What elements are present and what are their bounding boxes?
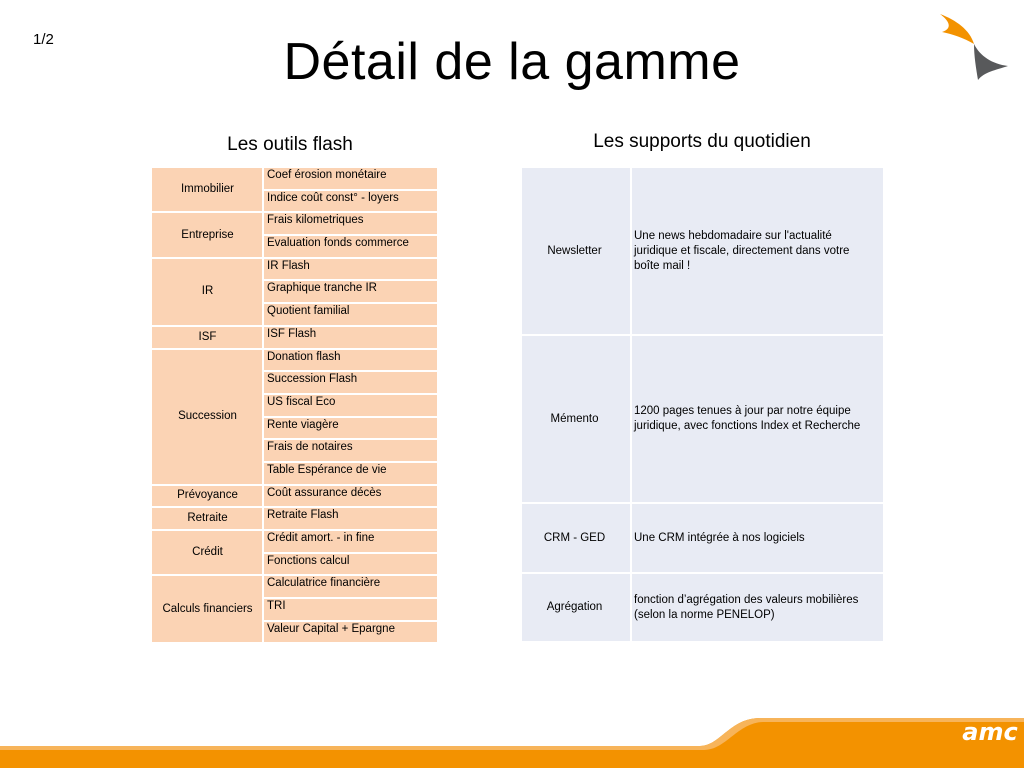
tool-cell: Calculatrice financière [263,575,438,598]
tool-cell: Table Espérance de vie [263,462,438,485]
tool-cell: Fonctions calcul [263,553,438,576]
tool-cell: Valeur Capital + Epargne [263,621,438,644]
category-cell: IR [151,258,263,326]
category-cell: ISF [151,326,263,349]
amc-logo: amc [962,718,1018,746]
table-row [151,485,438,508]
table-row [521,335,884,503]
category-cell: Immobilier [151,167,263,212]
tool-cell: Graphique tranche IR [263,280,438,303]
tool-cell: Coût assurance décès [263,485,438,508]
support-description-cell: 1200 pages tenues à jour par notre équipe juridique, avec fonctions Index et Recherche [631,335,884,503]
tool-cell: Frais de notaires [263,439,438,462]
support-description-cell: Une news hebdomadaire sur l'actualité juridique et fiscale, directement dans votre boîte mail ! [631,167,884,335]
table-row [151,167,438,190]
tool-cell: IR Flash [263,258,438,281]
support-description-cell: Une CRM intégrée à nos logiciels [631,503,884,573]
category-cell: Prévoyance [151,485,263,508]
tool-cell: Succession Flash [263,371,438,394]
table-row [151,575,438,598]
support-name-cell: Mémento [521,335,631,503]
tool-cell: Rente viagère [263,417,438,440]
tool-cell: Quotient familial [263,303,438,326]
table-row [151,349,438,372]
table-row [151,530,438,553]
category-cell: Crédit [151,530,263,575]
support-name-cell: Newsletter [521,167,631,335]
table-row [521,503,884,573]
support-name-cell: Agrégation [521,573,631,642]
tool-cell: US fiscal Eco [263,394,438,417]
tool-cell: Coef érosion monétaire [263,167,438,190]
tool-cell: TRI [263,598,438,621]
table-row [151,326,438,349]
supports-quotidien-heading: Les supports du quotidien [593,131,811,152]
category-cell: Calculs financiers [151,575,263,643]
support-name-cell: CRM - GED [521,503,631,573]
outils-flash-heading: Les outils flash [227,134,353,155]
tool-cell: Donation flash [263,349,438,372]
tool-cell: Crédit amort. - in fine [263,530,438,553]
tool-cell: ISF Flash [263,326,438,349]
outils-flash-table [150,166,439,644]
table-row [521,167,884,335]
tool-cell: Frais kilometriques [263,212,438,235]
tool-cell: Evaluation fonds commerce [263,235,438,258]
supports-quotidien-table [520,166,885,643]
table-row [151,258,438,281]
footer-band [0,718,1024,768]
tool-cell: Indice coût const° - loyers [263,190,438,213]
tool-cell: Retraite Flash [263,507,438,530]
category-cell: Retraite [151,507,263,530]
brand-logo-icon [934,8,1014,84]
slide-title: Détail de la gamme [283,33,741,91]
page-number: 1/2 [33,31,54,48]
table-row [151,212,438,235]
table-row [151,507,438,530]
category-cell: Entreprise [151,212,263,257]
support-description-cell: fonction d’agrégation des valeurs mobilières (selon la norme PENELOP) [631,573,884,642]
table-row [521,573,884,642]
category-cell: Succession [151,349,263,485]
